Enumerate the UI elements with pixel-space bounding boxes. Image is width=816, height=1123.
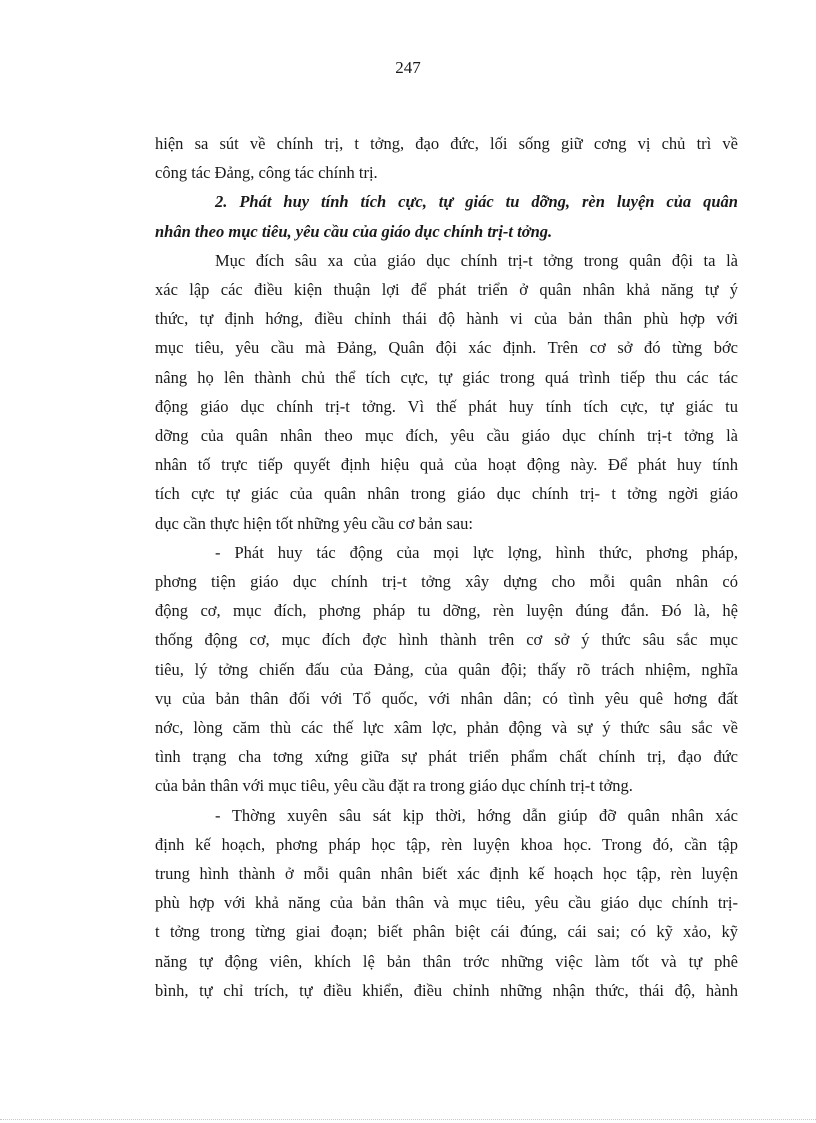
text-line: - Thờng xuyên sâu sát kịp thời, hớng dẫn giúp đỡ quân nhân xác xyxy=(215,805,738,825)
text-line: bình, tự chỉ trích, tự điều khiển, điều chỉnh những nhận thức, thái độ, hành xyxy=(155,980,738,1000)
text-line: động cơ, mục đích, phơng pháp tu dỡng, rèn luyện đúng đắn. Đó là, hệ xyxy=(155,601,738,621)
text-line: của bản thân với mục tiêu, yêu cầu đặt ra trong giáo dục chính trị-t tởng. xyxy=(155,776,633,796)
text-line: thống động cơ, mục đích đợc hình thành trên cơ sở ý thức sâu sắc mục xyxy=(155,630,738,650)
page-number: 247 xyxy=(395,58,421,77)
text-line: thức, tự định hớng, điều chỉnh thái độ hành vi của bản thân phù hợp với xyxy=(155,309,738,329)
text-line: dục cần thực hiện tốt những yêu cầu cơ bản sau: xyxy=(155,513,474,533)
text-line: phơng tiện giáo dục chính trị-t tởng xây dựng cho mỗi quân nhân có xyxy=(155,572,738,592)
text-line: tiêu, lý tởng chiến đấu của Đảng, của quân đội; thấy rõ trách nhiệm, nghĩa xyxy=(155,659,738,679)
text-line: - Phát huy tác động của mọi lực lợng, hình thức, phơng pháp, xyxy=(215,542,738,562)
heading-line: 2. Phát huy tính tích cực, tự giác tu dỡng, rèn luyện của quân xyxy=(215,192,738,212)
text-line: động giáo dục chính trị-t tởng. Vì thế phát huy tính tích cực, tự giác tu xyxy=(155,396,738,416)
text-line: vụ của bản thân đối với Tổ quốc, với nhân dân; có tình yêu quê hơng đất xyxy=(155,688,738,708)
text-line: nớc, lòng căm thù các thế lực xâm lợc, phản động và sự ý thức sâu sắc về xyxy=(155,718,738,738)
text-line: tình trạng cha tơng xứng giữa sự phát triển phẩm chất chính trị, đạo đức xyxy=(155,747,738,767)
paragraph-requirement-2 xyxy=(155,801,738,1005)
text-line: phù hợp với khả năng của bản thân và mục tiêu, yêu cầu giáo dục chính trị- xyxy=(155,893,738,913)
text-line: nâng họ lên thành chủ thể tích cực, tự giác trong quá trình tiếp thu các tác xyxy=(155,367,738,387)
paragraph-continuation xyxy=(155,129,738,187)
page-body xyxy=(155,129,738,1005)
text-line: hiện sa sút về chính trị, t tởng, đạo đức, lối sống giữ cơng vị chủ trì về xyxy=(155,134,738,153)
text-line: công tác Đảng, công tác chính trị. xyxy=(155,163,378,183)
text-line: xác lập các điều kiện thuận lợi để phát triển ở quân nhân khả năng tự ý xyxy=(155,280,738,300)
paragraph-requirement-1 xyxy=(155,538,738,801)
text-line: Mục đích sâu xa của giáo dục chính trị-t tởng trong quân đội ta là xyxy=(215,250,738,270)
paragraph-purpose xyxy=(155,246,738,538)
text-line: nhân tố trực tiếp quyết định hiệu quả của hoạt động này. Để phát huy tính xyxy=(155,455,738,475)
text-line: tích cực tự giác của quân nhân trong giáo dục chính trị- t tởng ngời giáo xyxy=(155,484,738,504)
text-line: định kế hoạch, phơng pháp học tập, rèn luyện khoa học. Trong đó, cần tập xyxy=(155,834,738,854)
text-line: trung hình thành ở mỗi quân nhân biết xác định kế hoạch học tập, rèn luyện xyxy=(155,864,738,884)
page-bottom-divider xyxy=(0,1119,816,1120)
text-line: t tởng trong từng giai đoạn; biết phân biệt cái đúng, cái sai; có kỹ xảo, kỹ xyxy=(155,922,738,942)
text-line: dỡng của quân nhân theo mục đích, yêu cầu giáo dục chính trị-t tởng là xyxy=(155,426,738,446)
text-line: mục tiêu, yêu cầu mà Đảng, Quân đội xác định. Trên cơ sở đó từng bớc xyxy=(155,338,738,358)
text-line: năng tự động viên, khích lệ bản thân trớc những việc làm tốt và tự phê xyxy=(155,951,738,971)
heading-line: nhân theo mục tiêu, yêu cầu của giáo dục chính trị-t tởng. xyxy=(155,221,553,241)
section-heading xyxy=(155,187,738,245)
